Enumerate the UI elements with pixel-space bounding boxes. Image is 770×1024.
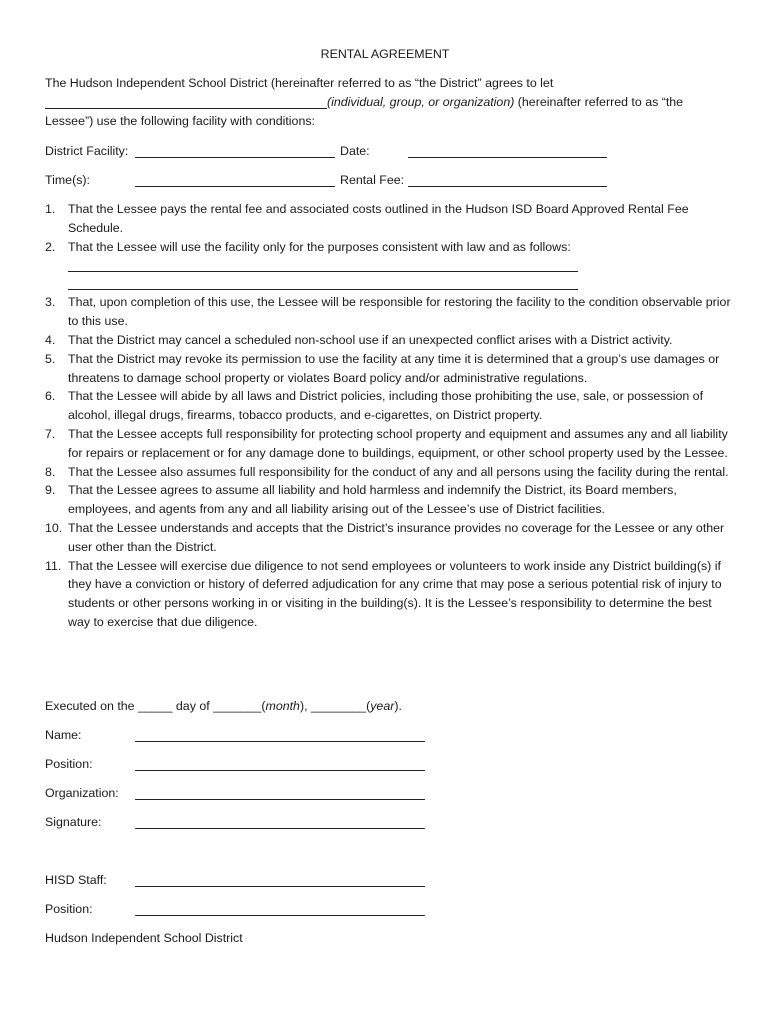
item-number: 8. bbox=[45, 464, 56, 479]
date-label: Date: bbox=[340, 144, 370, 158]
item-number: 5. bbox=[45, 351, 56, 366]
list-item bbox=[45, 481, 735, 519]
intro-line-3: Lessee”) use the following facility with conditions: bbox=[45, 114, 315, 128]
staff-position-field[interactable] bbox=[135, 915, 425, 916]
item-number: 2. bbox=[45, 239, 56, 254]
district-facility-field[interactable] bbox=[135, 157, 335, 158]
item-text: That, upon completion of this use, the Lessee will be responsible for restoring the facility to the condition observable prior to this use. bbox=[68, 295, 731, 329]
executed-line bbox=[45, 699, 402, 713]
purpose-lines bbox=[45, 256, 735, 293]
item-number: 6. bbox=[45, 389, 56, 404]
item-number: 7. bbox=[45, 426, 56, 441]
item-number: 3. bbox=[45, 295, 56, 310]
rental-fee-label: Rental Fee: bbox=[340, 173, 405, 187]
item-text: That the Lessee understands and accepts that the District’s insurance provides no coverage for the Lessee or any other user other than the District. bbox=[68, 520, 725, 554]
list-item bbox=[45, 557, 735, 632]
times-label: Time(s): bbox=[45, 173, 90, 187]
month-blank[interactable]: _______ bbox=[213, 699, 262, 713]
list-item bbox=[45, 293, 735, 331]
hisd-staff-label: HISD Staff: bbox=[45, 873, 107, 887]
organization-label: Organization: bbox=[45, 786, 119, 800]
times-field[interactable] bbox=[135, 186, 335, 187]
staff-position-label: Position: bbox=[45, 902, 93, 916]
item-text: That the District may revoke its permission to use the facility at any time it is determined that a group’s use damages or threatens to damage school property or violates Board policy and/or administrative regulations. bbox=[68, 351, 720, 385]
intro-line-2 bbox=[327, 95, 683, 109]
list-item bbox=[45, 519, 735, 557]
position-label: Position: bbox=[45, 757, 93, 771]
open-paren-month: ( bbox=[261, 699, 266, 713]
document-title: RENTAL AGREEMENT bbox=[320, 47, 450, 61]
month-close: ), bbox=[299, 699, 311, 713]
item-text: That the Lessee will exercise due diligence to not send employees or volunteers to work inside any District building(s) if they have a conviction or history of deferred adjudication for any crime that may pose a serious potential risk of injury to students or other persons working in or visiting in the building(s). It is the Lessee’s responsibility to determine the best way to exercise that due diligence. bbox=[68, 558, 722, 629]
item-number: 4. bbox=[45, 332, 56, 347]
executed-prefix: Executed on the bbox=[45, 699, 138, 713]
rental-fee-field[interactable] bbox=[408, 186, 607, 187]
signature-field[interactable] bbox=[135, 828, 425, 829]
list-item bbox=[45, 425, 735, 463]
item-text: That the Lessee accepts full responsibility for protecting school property and equipment and assumes any and all liability for repairs or replacement or for any damage done to buildings, equipment, or other school property used by the Lessee. bbox=[68, 426, 728, 460]
open-paren-year: ( bbox=[366, 699, 371, 713]
list-item bbox=[45, 200, 735, 238]
date-field[interactable] bbox=[408, 157, 607, 158]
conditions-list bbox=[45, 200, 735, 632]
position-field[interactable] bbox=[135, 770, 425, 771]
list-item bbox=[45, 350, 735, 388]
item-text: That the Lessee also assumes full responsibility for the conduct of any and all persons using the facility during the rental. bbox=[68, 464, 729, 479]
item-text: That the Lessee agrees to assume all liability and hold harmless and indemnify the District, its Board members, employees, and agents from any and all liability arising out of the Lessee’s use of District facilities. bbox=[68, 483, 677, 517]
year-hint: year bbox=[370, 699, 395, 713]
name-field[interactable] bbox=[135, 741, 425, 742]
lessee-name-line[interactable] bbox=[45, 108, 327, 109]
signature-label: Signature: bbox=[45, 815, 102, 829]
list-item bbox=[45, 387, 735, 425]
day-of-text: day of bbox=[172, 699, 214, 713]
item-text: That the District may cancel a scheduled non-school use if an unexpected conflict arises with a District activity. bbox=[68, 332, 673, 347]
item-text: That the Lessee will use the facility only for the purposes consistent with law and as follows: bbox=[68, 239, 571, 254]
list-item bbox=[45, 331, 735, 350]
day-blank[interactable]: _____ bbox=[138, 699, 173, 713]
hisd-staff-field[interactable] bbox=[135, 886, 425, 887]
item-number: 9. bbox=[45, 483, 56, 498]
district-facility-label: District Facility: bbox=[45, 144, 129, 158]
item-text: That the Lessee pays the rental fee and associated costs outlined in the Hudson ISD Board Approved Rental Fee Schedule. bbox=[68, 202, 689, 235]
name-label: Name: bbox=[45, 728, 82, 742]
year-close: ). bbox=[394, 699, 402, 713]
item-number: 10. bbox=[45, 520, 63, 535]
lessee-type-hint: (individual, group, or organization) bbox=[327, 95, 515, 109]
district-footer: Hudson Independent School District bbox=[45, 931, 243, 945]
year-blank[interactable]: ________ bbox=[310, 699, 367, 713]
organization-field[interactable] bbox=[135, 799, 425, 800]
list-item bbox=[45, 238, 735, 257]
intro-line-1: The Hudson Independent School District (hereinafter referred to as “the District” agrees to let bbox=[45, 76, 554, 90]
list-item bbox=[45, 463, 735, 482]
purpose-line-1[interactable] bbox=[68, 271, 578, 272]
month-hint: month bbox=[265, 699, 300, 713]
intro-line-2-rest: (hereinafter referred to as “the bbox=[514, 95, 684, 109]
purpose-line-2[interactable] bbox=[68, 289, 578, 290]
item-number: 1. bbox=[45, 202, 56, 216]
item-text: That the Lessee will abide by all laws and District policies, including those prohibiting the use, sale, or possession of alcohol, illegal drugs, firearms, tobacco products, and e-cigarettes, on District property. bbox=[68, 389, 704, 423]
item-number: 11. bbox=[45, 558, 62, 573]
